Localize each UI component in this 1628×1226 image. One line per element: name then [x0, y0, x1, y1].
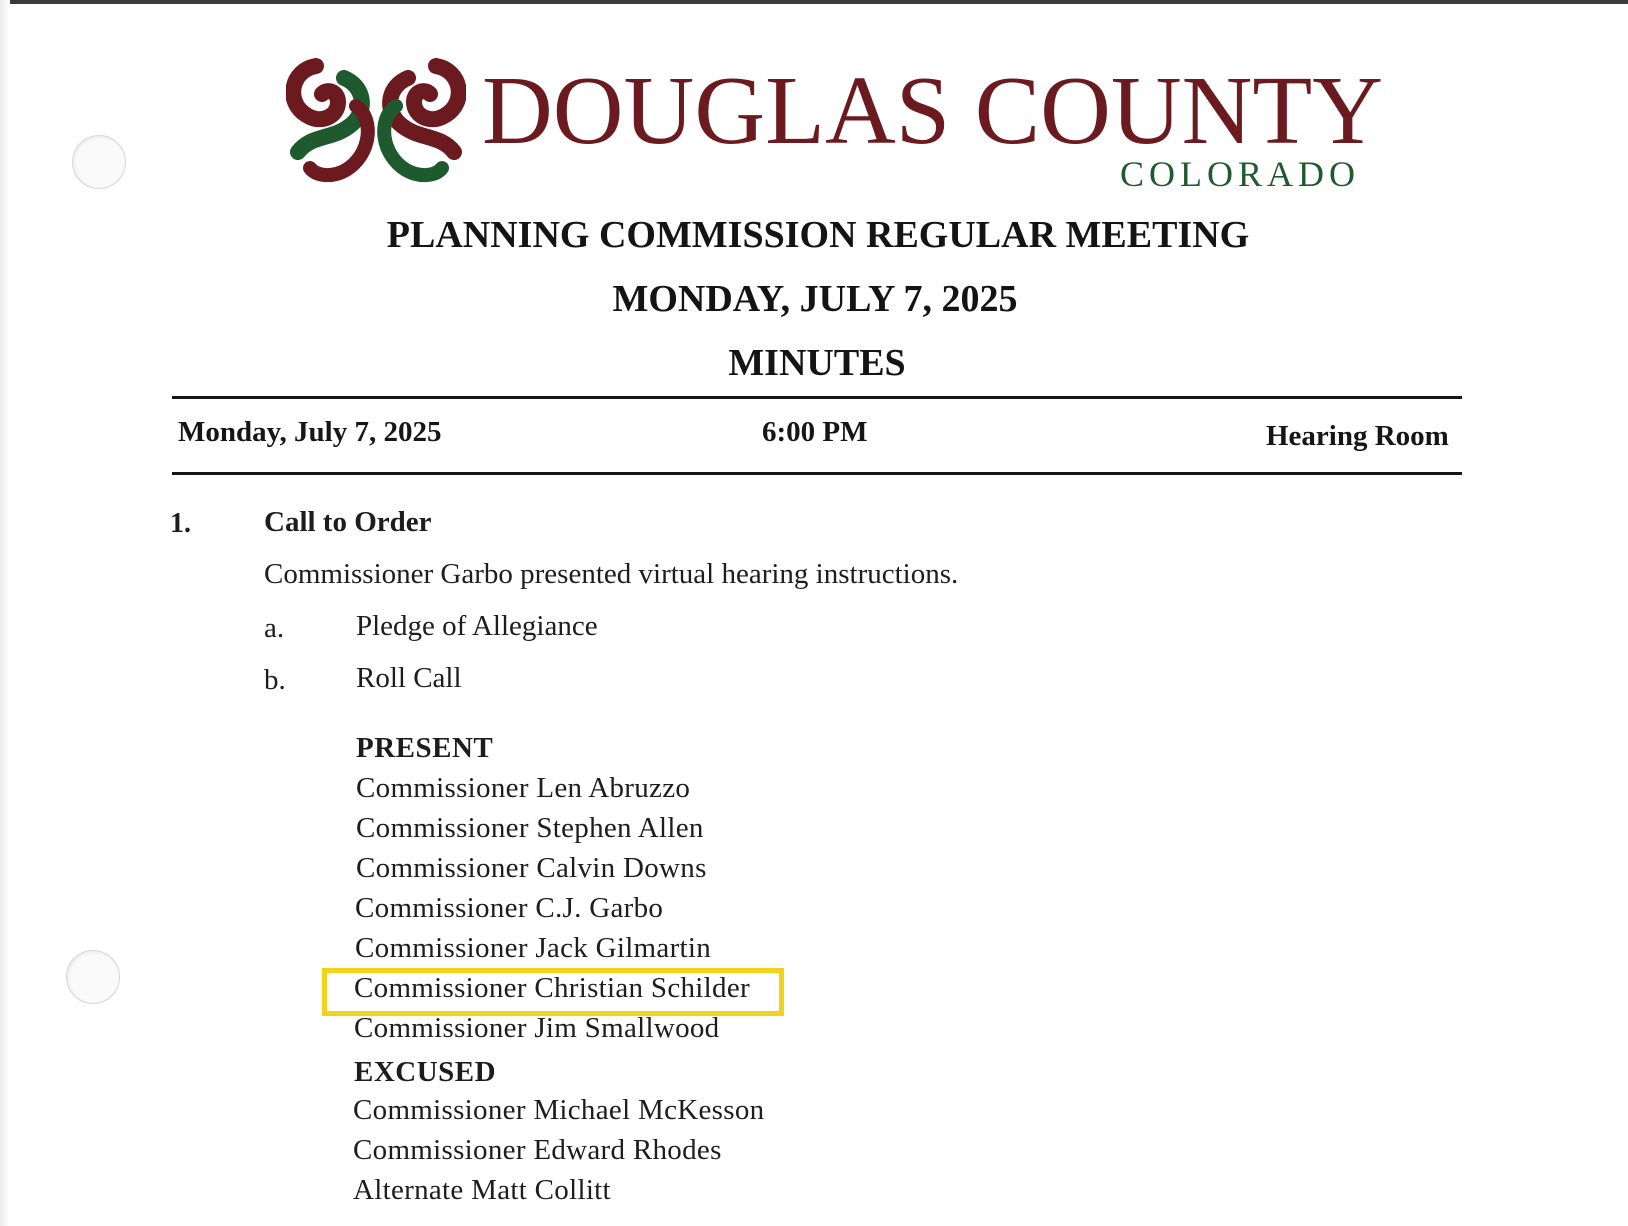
section-intro: Commissioner Garbo presented virtual hearing instructions. [264, 558, 959, 590]
present-member: Commissioner Jack Gilmartin [355, 932, 712, 964]
subitem-pledge: Pledge of Allegiance [356, 610, 598, 642]
divider-top [172, 396, 1462, 399]
meeting-location: Hearing Room [1266, 420, 1449, 452]
meeting-date: Monday, July 7, 2025 [178, 416, 442, 448]
present-member: Commissioner Calvin Downs [356, 852, 707, 884]
excused-member: Commissioner Michael McKesson [353, 1094, 765, 1126]
present-member: Commissioner Len Abruzzo [356, 772, 691, 804]
section-number: 1. [170, 508, 191, 539]
brand-state: COLORADO [1120, 154, 1361, 194]
meeting-title: PLANNING COMMISSION REGULAR MEETING [386, 214, 1250, 256]
scan-left-edge [0, 0, 10, 1226]
subitem-roll-call: Roll Call [356, 662, 462, 694]
subitem-letter: a. [264, 612, 285, 644]
document-type-title: MINUTES [728, 342, 906, 384]
present-member-highlighted: Commissioner Christian Schilder [354, 972, 750, 1004]
punch-hole [72, 135, 126, 189]
highlight-box [322, 968, 784, 1016]
excused-member: Alternate Matt Collitt [353, 1174, 611, 1206]
meeting-time: 6:00 PM [762, 416, 868, 448]
present-member: Commissioner Stephen Allen [356, 812, 704, 844]
douglas-county-logo-icon [286, 58, 466, 188]
subitem-letter: b. [264, 664, 286, 696]
section-title: Call to Order [264, 506, 432, 538]
divider-bottom [172, 472, 1462, 475]
present-member: Commissioner Jim Smallwood [354, 1012, 720, 1044]
punch-hole [66, 950, 120, 1004]
brand-second-word: COUNTY [974, 57, 1384, 165]
brand-first-word: DOUGLAS [482, 57, 951, 165]
excused-member: Commissioner Edward Rhodes [353, 1134, 722, 1166]
present-member: Commissioner C.J. Garbo [355, 892, 664, 924]
present-heading: PRESENT [356, 732, 494, 764]
meeting-date-title: MONDAY, JULY 7, 2025 [612, 278, 1018, 320]
scan-top-edge [0, 0, 1628, 4]
brand-name [482, 57, 1384, 165]
excused-heading: EXCUSED [354, 1056, 497, 1088]
